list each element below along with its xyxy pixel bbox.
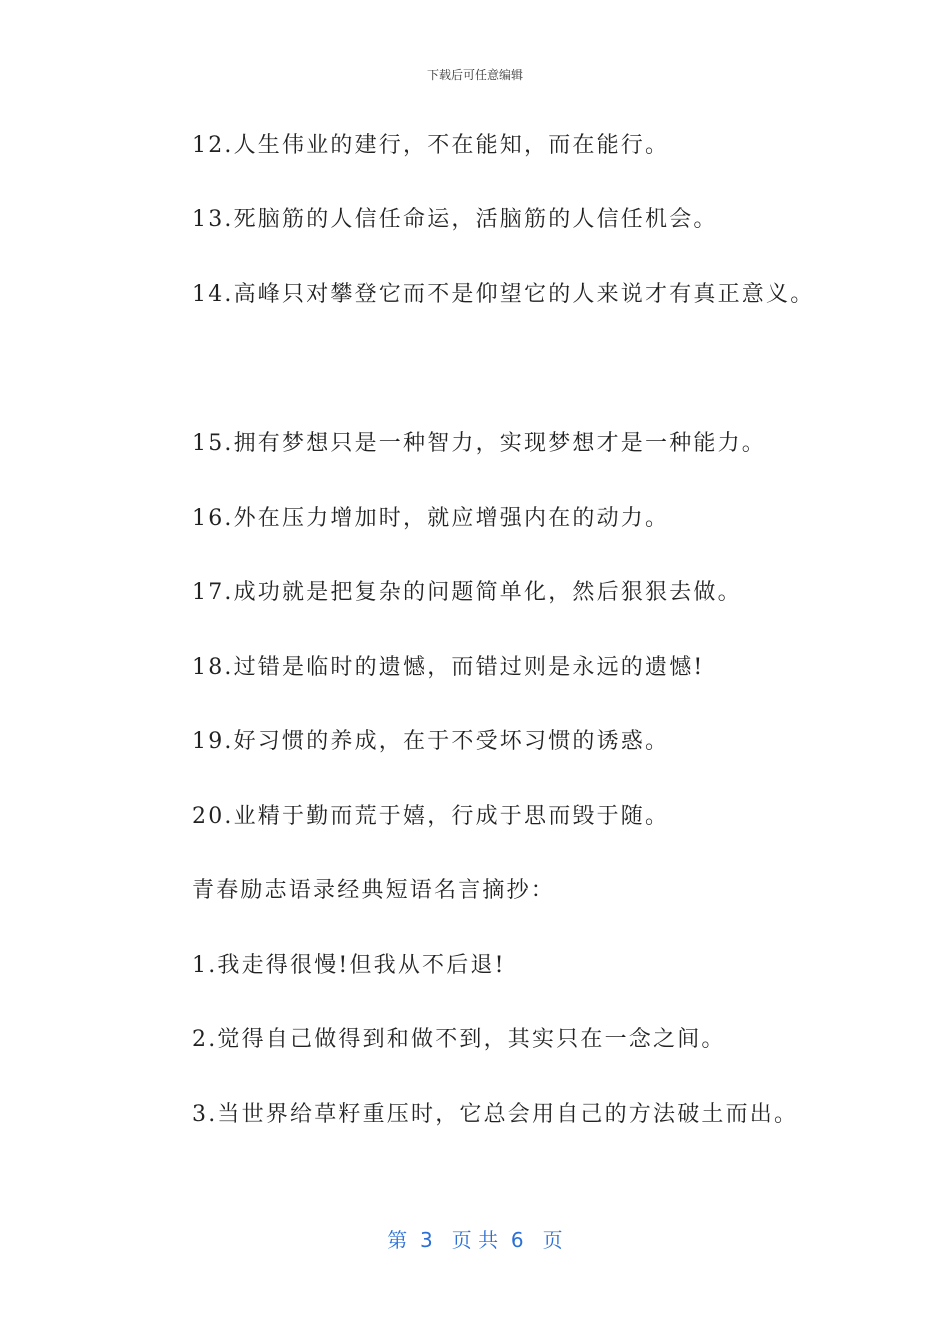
quote-line: 3.当世界给草籽重压时，它总会用自己的方法破土而出。 xyxy=(192,1102,799,1127)
section-heading: 青春励志语录经典短语名言摘抄： xyxy=(192,878,556,903)
quote-line: 15.拥有梦想只是一种智力，实现梦想才是一种能力。 xyxy=(192,431,766,456)
quote-line: 17.成功就是把复杂的问题简单化，然后狠狠去做。 xyxy=(192,580,742,605)
quote-line: 19.好习惯的养成，在于不受坏习惯的诱惑。 xyxy=(192,729,670,754)
page-number-footer: 第 3 页 共 6 页 xyxy=(387,1228,563,1252)
quote-line: 13.死脑筋的人信任命运，活脑筋的人信任机会。 xyxy=(192,207,718,232)
quote-line: 16.外在压力增加时，就应增强内在的动力。 xyxy=(192,506,670,531)
quote-line: 12.人生伟业的建行，不在能知，而在能行。 xyxy=(192,133,670,158)
quote-line: 14.高峰只对攀登它而不是仰望它的人来说才有真正意义。 xyxy=(192,282,815,307)
quote-line: 1.我走得很慢!但我从不后退! xyxy=(192,953,506,978)
quote-line: 18.过错是临时的遗憾，而错过则是永远的遗憾! xyxy=(192,655,705,680)
quote-line: 2.觉得自己做得到和做不到，其实只在一念之间。 xyxy=(192,1027,726,1052)
quote-line: 20.业精于勤而荒于嬉，行成于思而毁于随。 xyxy=(192,804,670,829)
page-header: 下载后可任意编辑 xyxy=(426,68,523,82)
